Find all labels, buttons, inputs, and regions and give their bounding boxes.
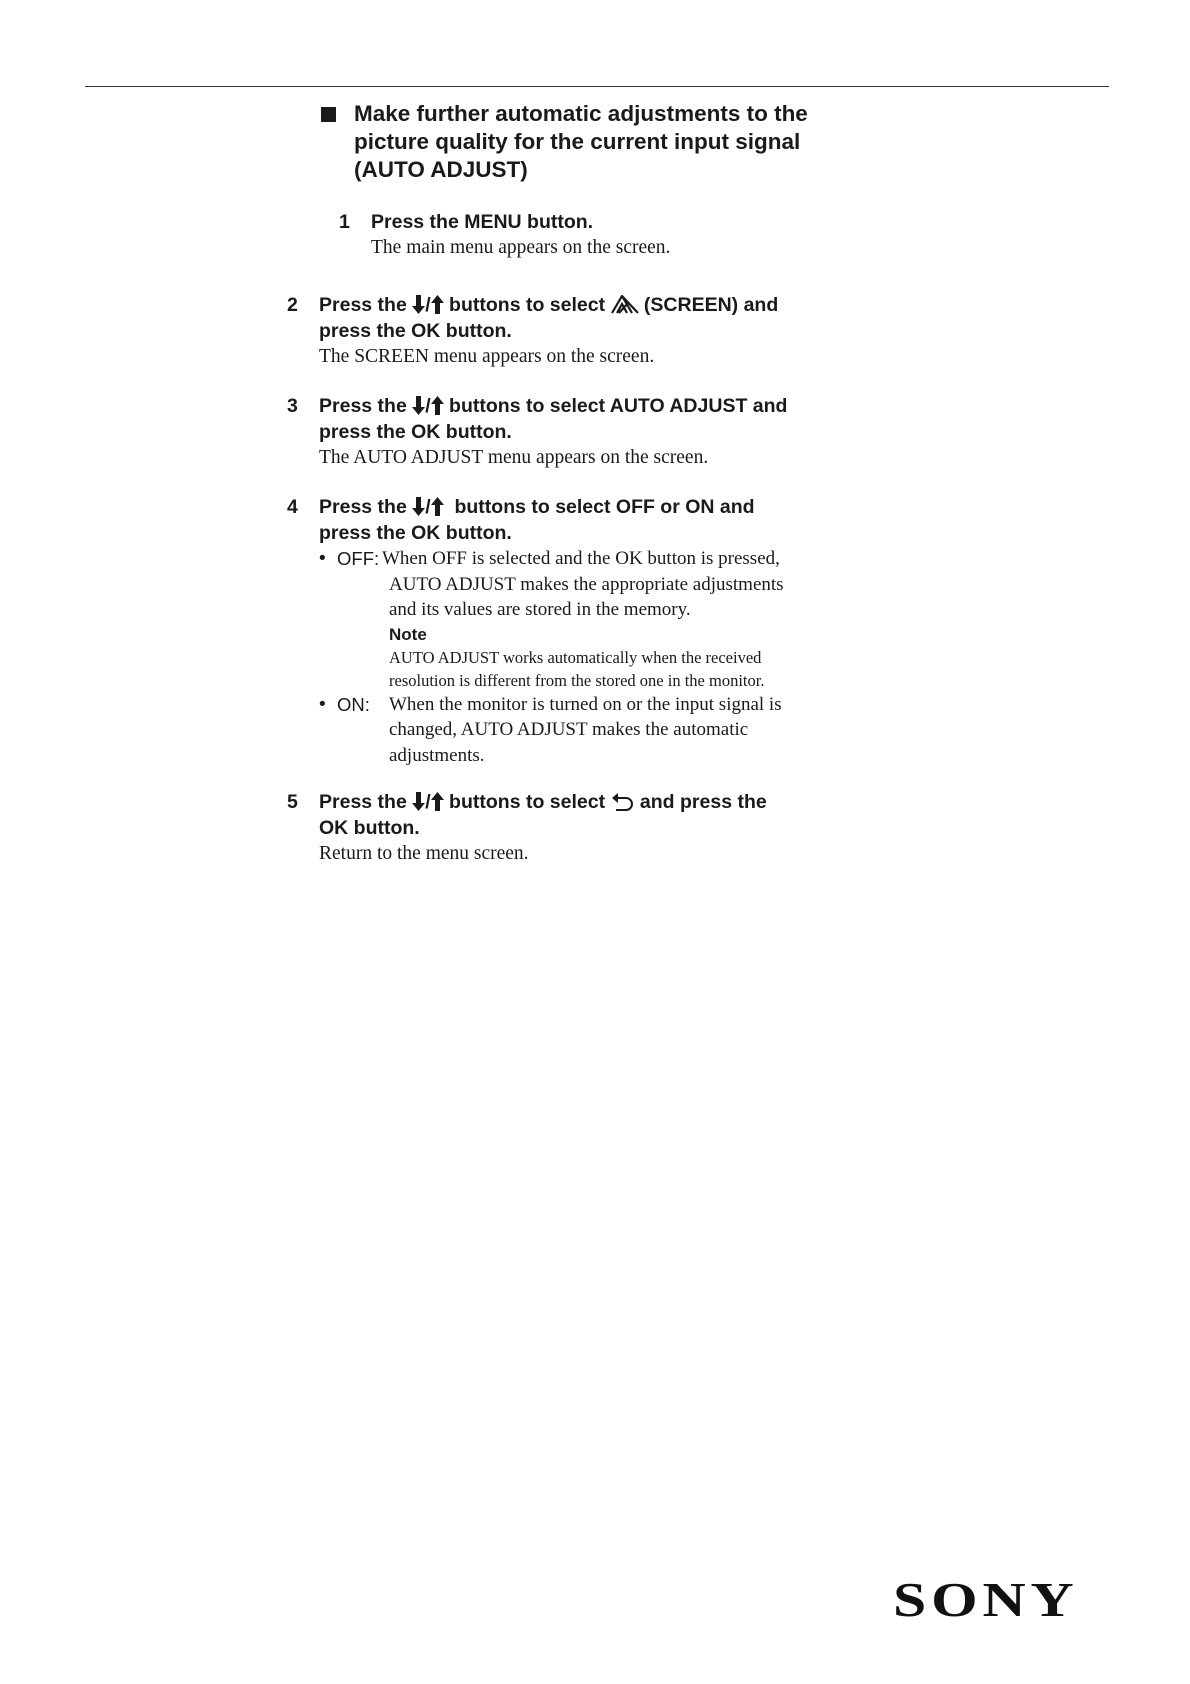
step-instruction-line-2: press the OK button. [319,320,512,342]
up-arrow-icon [431,295,444,314]
step-number: 2 [287,294,298,316]
bullet-label: OFF: [337,548,380,569]
note-line: resolution is different from the stored one in the monitor. [389,670,765,690]
bullet-on [319,692,819,769]
note-line: AUTO ADJUST works automatically when the received [389,647,762,667]
down-arrow-icon [412,792,425,811]
arrow-separator: / [425,294,431,316]
arrow-separator: / [425,395,431,417]
step-instruction: Press the MENU button. [371,211,594,233]
sony-logo: SONY [893,1572,1079,1627]
bullet-line: changed, AUTO ADJUST makes the automatic [389,719,749,740]
note-title: Note [389,624,427,644]
step-result: The AUTO ADJUST menu appears on the screen. [319,447,709,468]
bullet-line: AUTO ADJUST makes the appropriate adjustments [389,573,784,595]
bullet-label: ON: [337,693,370,715]
step-instruction-line-2: OK button. [319,817,420,839]
bullet-line: and its values are stored in the memory. [389,599,691,620]
section-heading [321,100,841,184]
step-result: Return to the menu screen. [319,843,529,864]
instruction-text: buttons to select [443,791,611,813]
bullet-dot: • [319,548,326,569]
bullet-line: adjustments. [389,744,485,766]
return-icon [611,792,635,811]
step-instruction [319,494,819,520]
bullet-line: When OFF is selected and the OK button is pressed, [382,548,780,569]
arrow-separator: / [425,496,431,518]
instruction-text: buttons to select [443,294,611,316]
heading-line-1: Make further automatic adjustments to the [354,101,808,126]
down-arrow-icon [412,396,425,415]
arrow-separator: / [425,791,431,813]
instruction-text: and press the [634,791,767,813]
instruction-text: buttons to select AUTO ADJUST and [443,395,788,417]
step-instruction [319,292,819,318]
step-number: 3 [287,395,298,417]
step-number: 4 [287,496,298,518]
instruction-text: Press the [319,294,413,316]
heading-line-3: (AUTO ADJUST) [354,157,528,182]
header-rule [85,86,1109,87]
step-number: 1 [339,211,350,233]
step-instruction-line-2: press the OK button. [319,421,512,443]
instruction-text: Press the [319,496,413,518]
instruction-text: Press the [319,395,413,417]
step-result: The SCREEN menu appears on the screen. [319,346,655,367]
instruction-text: Press the [319,791,413,813]
step-number: 5 [287,791,298,813]
bullet-dot: • [319,693,326,715]
instruction-text: (SCREEN) and [638,294,779,316]
heading-line-2: picture quality for the current input signal [354,129,801,154]
up-arrow-icon [431,396,444,415]
screen-menu-icon [611,295,639,314]
step-instruction [319,789,819,815]
bullet-line: When the monitor is turned on or the input signal is [389,693,782,715]
up-arrow-icon [431,497,444,516]
step-result: The main menu appears on the screen. [371,237,671,258]
bullet-off [319,546,819,692]
instruction-text: buttons to select OFF or ON and [443,496,755,518]
step-instruction [319,393,819,419]
down-arrow-icon [412,497,425,516]
step-instruction-line-2: press the OK button. [319,522,512,544]
square-bullet-icon [321,107,336,122]
down-arrow-icon [412,295,425,314]
up-arrow-icon [431,792,444,811]
